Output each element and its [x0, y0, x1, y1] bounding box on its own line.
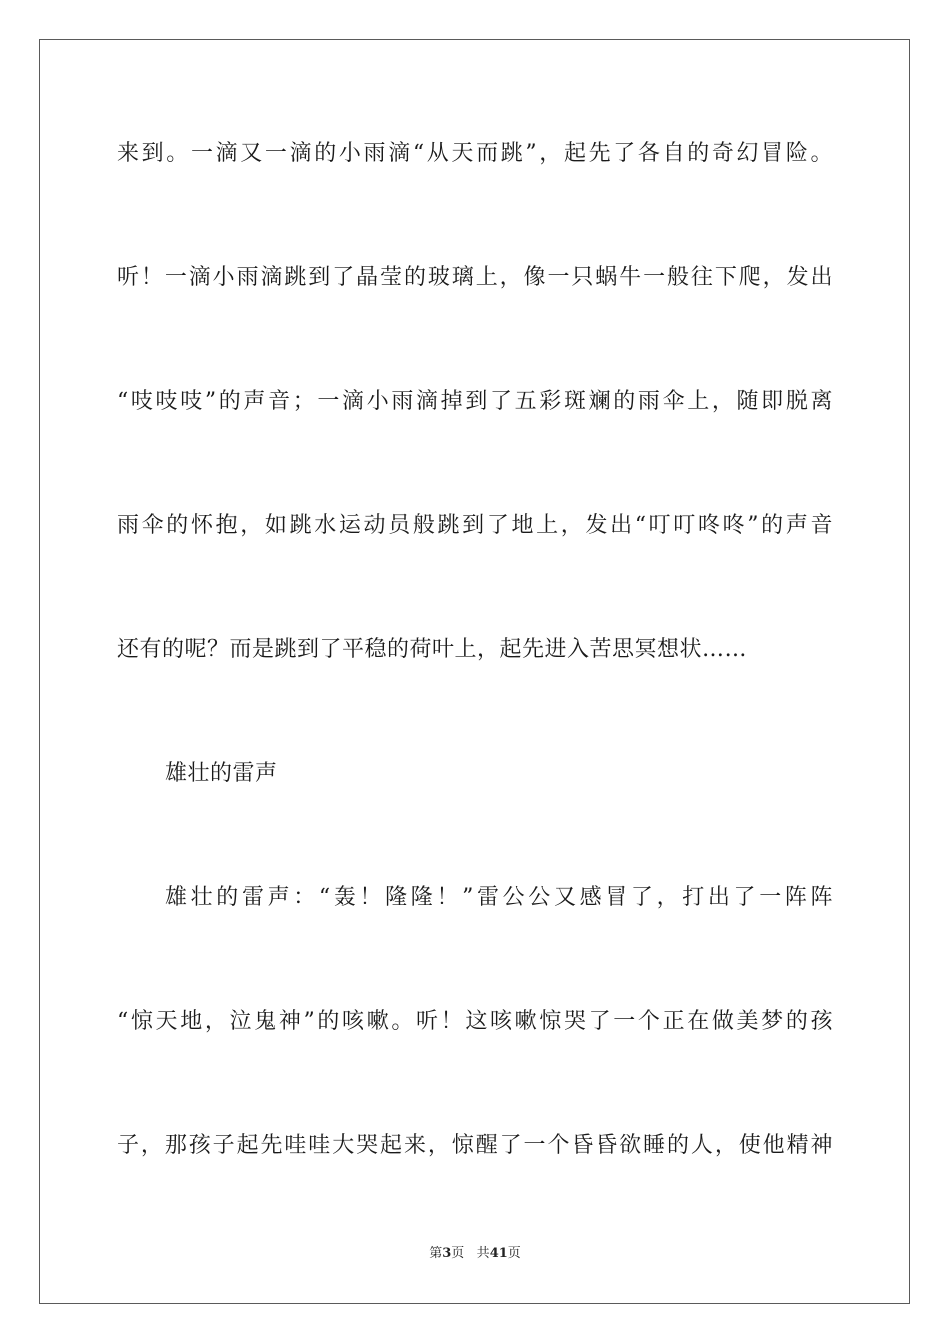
page-prefix: 第 — [429, 1246, 443, 1261]
section-heading: 雄壮的雷声 — [165, 761, 278, 786]
body-line-5: 还有的呢？而是跳到了平稳的荷叶上，起先进入苦思冥想状…… — [117, 637, 748, 662]
body-line-1: 来到。一滴又一滴的小雨滴“从天而跳”，起先了各自的奇幻冒险。 — [117, 141, 833, 166]
body-line-6: 雄壮的雷声：“轰！隆隆！”雷公公又感冒了，打出了一阵阵 — [165, 885, 833, 910]
page-suffix: 页 — [451, 1246, 465, 1261]
body-line-4: 雨伞的怀抱，如跳水运动员般跳到了地上，发出“叮叮咚咚”的声音 — [117, 513, 833, 538]
total-suffix: 页 — [507, 1246, 521, 1261]
body-line-3: “吱吱吱”的声音；一滴小雨滴掉到了五彩斑斓的雨伞上，随即脱离 — [117, 389, 833, 414]
body-line-2: 听！一滴小雨滴跳到了晶莹的玻璃上，像一只蜗牛一般往下爬，发出 — [117, 265, 833, 290]
total-prefix: 共 — [476, 1246, 490, 1261]
page-footer — [0, 1245, 950, 1263]
body-line-7: “惊天地，泣鬼神”的咳嗽。听！这咳嗽惊哭了一个正在做美梦的孩 — [117, 1009, 833, 1034]
page-frame — [39, 39, 910, 1304]
page-number: 3 — [442, 1246, 452, 1261]
total-pages: 41 — [489, 1246, 508, 1261]
body-line-8: 子，那孩子起先哇哇大哭起来，惊醒了一个昏昏欲睡的人，使他精神 — [117, 1133, 833, 1158]
